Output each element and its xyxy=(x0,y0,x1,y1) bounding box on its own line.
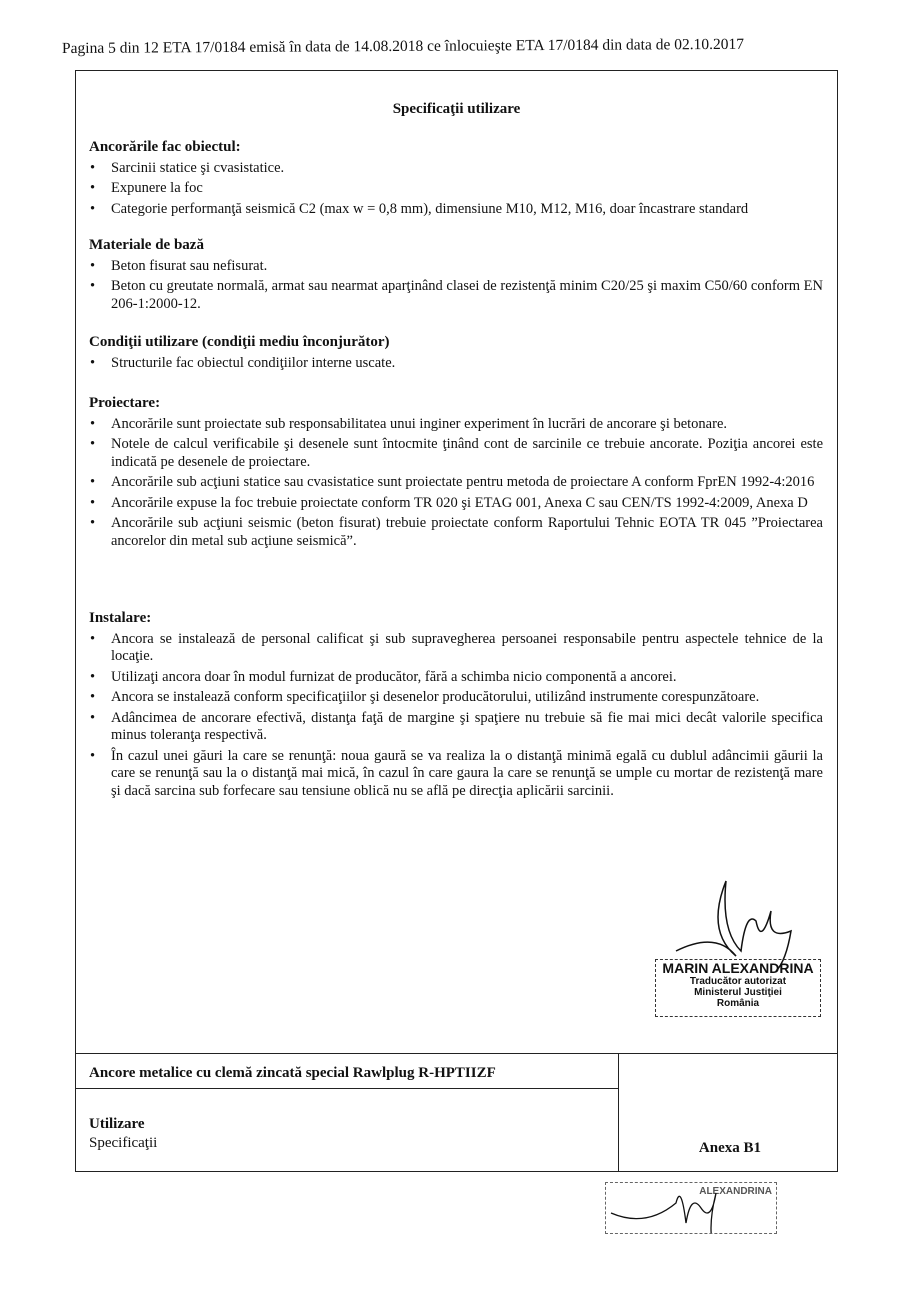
page-header: Pagina 5 din 12 ETA 17/0184 emisă în data de 14.08.2018 ce înlocuieşte ETA 17/0184 din data de 02.10.2017 xyxy=(61,35,745,57)
stamp-name: MARIN ALEXANDRINA xyxy=(662,960,814,976)
list-item: • În cazul unei găuri la care se renunţă: noua gaură se va realiza la o distanţă minimă egală cu dublul adâncimii găurii la care se renunţă sau la o distanţă mai mică, în cazul în care gaura la care se renunţă se umple cu mortar de rezistenţă mare şi dacă sarcina sub forfecare sau tensiune oblică nu se află pe direcţia aplicării sarcinii. xyxy=(89,748,823,801)
section xyxy=(89,395,823,553)
list-item: • Notele de calcul verificabile şi desenele sunt întocmite ţinând cont de sarcinile ce trebuie ancorate. Poziţia ancorei este indicată pe desenele de proiectare. xyxy=(89,436,823,471)
usage-subtitle: Specificaţii xyxy=(89,1135,158,1151)
list-item: • Ancora se instalează conform specificaţiilor şi desenelor producătorului, utilizând instrumente corespunzătoare. xyxy=(89,689,823,707)
product-name: Ancore metalice cu clemă zincată special Rawlplug R-HPTIIZF xyxy=(89,1065,496,1081)
list-item: • Ancorările expuse la foc trebuie proiectate conform TR 020 şi ETAG 001, Anexa C sau CEN/TS 1992-4:2009, Anexa D xyxy=(89,495,823,513)
list-item: • Categorie performanţă seismică C2 (max w = 0,8 mm), dimensiune M10, M12, M16, doar încastrare standard xyxy=(89,201,823,219)
section-heading: Condiţii utilizare (condiţii mediu înconjurător) xyxy=(89,334,390,350)
list-item: • Sarcinii statice şi cvasistatice. xyxy=(89,160,823,178)
translator-stamp xyxy=(655,959,821,1017)
list-item: • Beton cu greutate normală, armat sau nearmat aparţinând clasei de rezistenţă minim C20/25 şi maxim C50/60 conform EN 206-1:2000-12. xyxy=(89,278,823,313)
list-item: • Expunere la foc xyxy=(89,180,823,198)
list-item: • Ancorările sunt proiectate sub responsabilitatea unui inginer experiment în lucrări de ancorare şi betonare. xyxy=(89,416,823,434)
section xyxy=(89,139,823,221)
bullet-list xyxy=(89,631,823,801)
bullet-list xyxy=(89,355,823,373)
divider xyxy=(618,1053,619,1171)
section-heading: Materiale de bază xyxy=(89,237,204,253)
divider xyxy=(76,1053,837,1054)
list-item: • Utilizaţi ancora doar în modul furnizat de producător, fără a schimba nicio componentă a ancorei. xyxy=(89,669,823,687)
section xyxy=(89,237,823,316)
annex-label: Anexa B1 xyxy=(698,1140,761,1156)
list-item: • Structurile fac obiectul condiţiilor interne uscate. xyxy=(89,355,823,373)
stamp-line: Traducător autorizat xyxy=(689,976,787,987)
stamp-line: Ministerul Justiţiei xyxy=(694,987,782,998)
list-item: • Adâncimea de ancorare efectivă, distanţa faţă de margine şi spaţiere nu trebuie să fie mai mici decât valorile specifica minus toleranţa respectivă. xyxy=(89,710,823,745)
stamp2-name: ALEXANDRINA xyxy=(699,1186,772,1197)
section-heading: Instalare: xyxy=(89,610,152,626)
usage-block xyxy=(89,1115,157,1153)
bullet-list xyxy=(89,258,823,314)
section xyxy=(89,334,823,375)
content-frame xyxy=(75,70,838,1172)
list-item: • Ancorările sub acţiuni seismic (beton fisurat) trebuie proiectate conform Raportului Tehnic EOTA TR 045 ”Proiectarea ancorelor din metal sub acţiune seismică”. xyxy=(89,515,823,550)
section-title: Specificaţii utilizare xyxy=(392,101,521,117)
list-item: • Ancorările sub acţiuni statice sau cvasistatice sunt proiectate pentru metoda de proiectare A conform FprEN 1992-4:2016 xyxy=(89,474,823,492)
bullet-list xyxy=(89,160,823,219)
usage-title: Utilizare xyxy=(89,1116,145,1132)
bullet-list xyxy=(89,416,823,551)
list-item: • Beton fisurat sau nefisurat. xyxy=(89,258,823,276)
section-heading: Proiectare: xyxy=(89,395,161,411)
divider xyxy=(76,1088,618,1089)
section xyxy=(89,610,823,803)
list-item: • Ancora se instalează de personal calificat şi sub supravegherea persoanei responsabile pentru aspectele tehnice de la locaţie. xyxy=(89,631,823,666)
stamp-line: România xyxy=(716,998,760,1009)
second-stamp xyxy=(605,1182,777,1234)
section-heading: Ancorările fac obiectul: xyxy=(89,139,241,155)
